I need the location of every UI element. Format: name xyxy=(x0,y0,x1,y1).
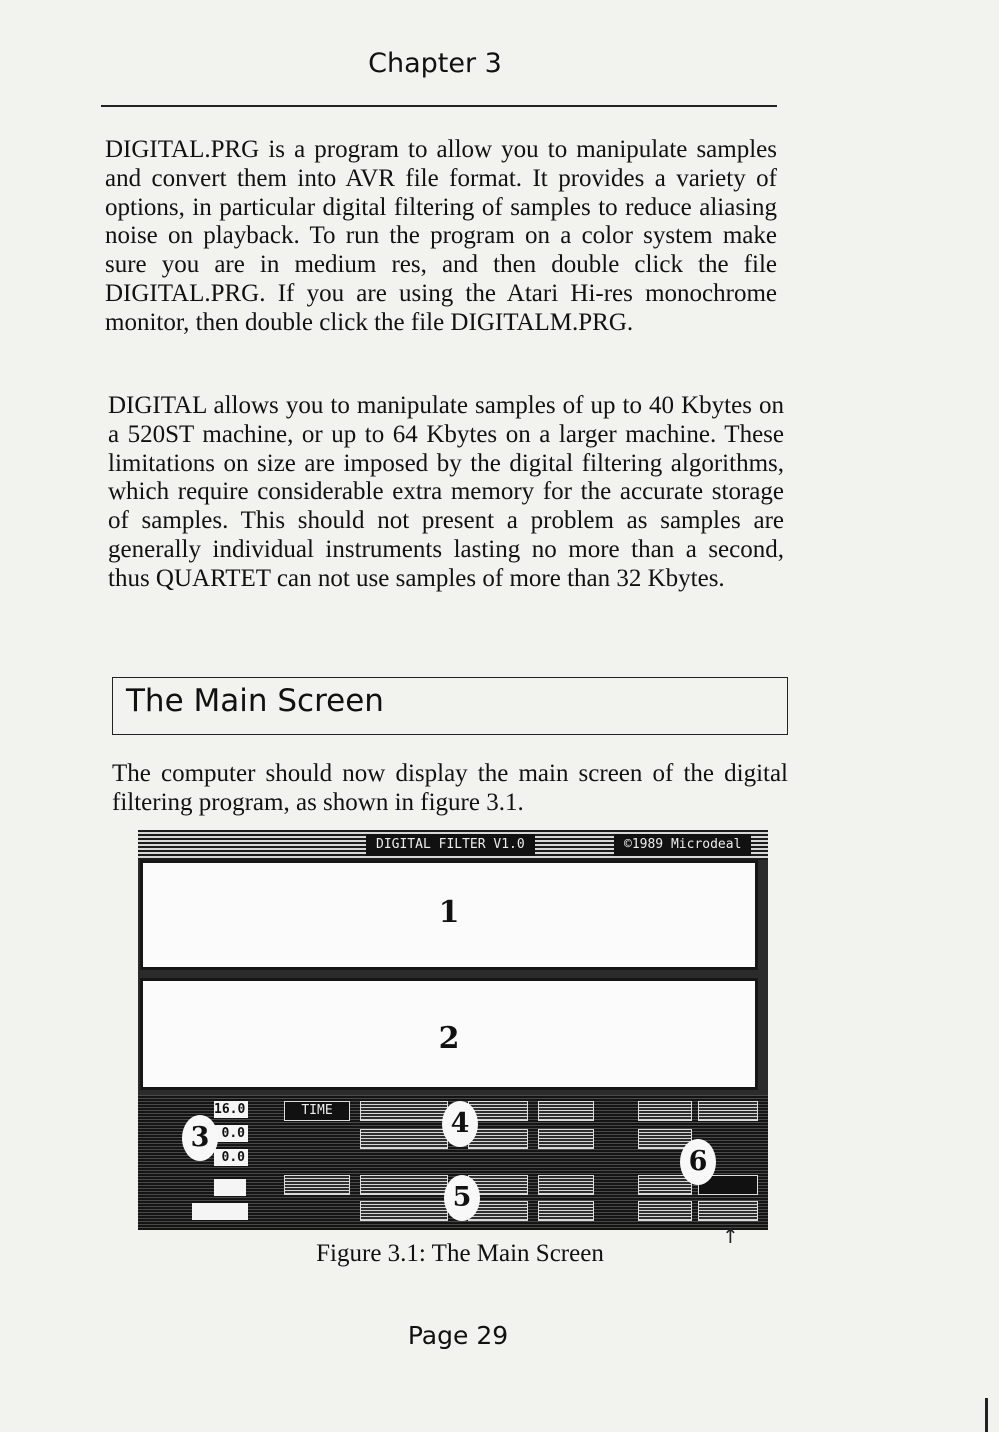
option-button-1[interactable] xyxy=(638,1175,692,1195)
waveform-panel-1 xyxy=(140,860,758,970)
file-button-2[interactable] xyxy=(698,1101,758,1121)
copyright-label: ©1989 Microdeal xyxy=(614,834,751,856)
time-button[interactable]: TIME xyxy=(284,1101,350,1121)
mode-button-2[interactable] xyxy=(538,1201,594,1221)
shift-button-1[interactable] xyxy=(284,1175,350,1195)
file-button-1[interactable] xyxy=(638,1101,692,1121)
edit-button-2[interactable] xyxy=(538,1129,594,1149)
callout-4: 4 xyxy=(442,1101,478,1147)
panel-2-number: 2 xyxy=(438,1021,460,1056)
chapter-heading: Chapter 3 xyxy=(368,48,502,79)
page-number: Page 29 xyxy=(407,1321,509,1350)
margin-mark xyxy=(985,1398,988,1432)
filter-button-1[interactable] xyxy=(360,1101,448,1121)
filter-button-4[interactable] xyxy=(468,1129,528,1149)
shift-button-3[interactable] xyxy=(360,1201,448,1221)
callout-6: 6 xyxy=(680,1139,716,1185)
mode-button-1[interactable] xyxy=(538,1175,594,1195)
value-display-2: 0.0 xyxy=(214,1149,248,1166)
value-display-4 xyxy=(192,1203,248,1220)
figure-title-bar xyxy=(138,830,768,860)
callout-5: 5 xyxy=(444,1175,480,1221)
option-button-3[interactable] xyxy=(698,1201,758,1221)
option-button-2[interactable] xyxy=(638,1201,692,1221)
edit-button-1[interactable] xyxy=(538,1101,594,1121)
control-panel xyxy=(138,1095,768,1230)
value-display-3 xyxy=(214,1179,246,1196)
value-display-1: 0.0 xyxy=(214,1125,248,1142)
rate-display: 16.0 xyxy=(214,1101,248,1118)
section-title: The Main Screen xyxy=(126,683,384,719)
filter-button-3[interactable] xyxy=(360,1129,448,1149)
program-title: DIGITAL FILTER V1.0 xyxy=(366,834,535,856)
figure-caption: Figure 3.1: The Main Screen xyxy=(316,1240,604,1267)
main-screen-figure xyxy=(138,830,768,1230)
callout-3: 3 xyxy=(182,1115,218,1161)
paragraph-main-screen: The computer should now display the main screen of the digital filtering program, as shown in figure 3.1. xyxy=(112,760,788,816)
arrow-pointer-icon: ↑ xyxy=(722,1224,739,1248)
panel-1-number: 1 xyxy=(438,895,460,930)
shift-button-2[interactable] xyxy=(360,1175,448,1195)
header-rule xyxy=(101,105,777,107)
paragraph-limits: DIGITAL allows you to manipulate samples of up to 40 Kbytes on a 520ST machine, or up to 64 Kbytes on a larger machine. These limitations on size are imposed by the digital filtering algorithms, which require considerable extra memory for the accurate storage of samples. This should not present a problem as samples are generally individual instruments lasting no more than a second, thus QUARTET can not use samples of more than 32 Kbytes. xyxy=(108,392,784,592)
paragraph-intro: DIGITAL.PRG is a program to allow you to manipulate samples and convert them into AVR file format. It provides a variety of options, in particular digital filtering of samples to reduce aliasing noise on playback. To run the program on a color system make sure you are in medium res, and then double click the file DIGITAL.PRG. If you are using the Atari Hi-res monochrome monitor, then double click the file DIGITALM.PRG. xyxy=(105,136,777,336)
waveform-panel-2 xyxy=(140,978,758,1090)
